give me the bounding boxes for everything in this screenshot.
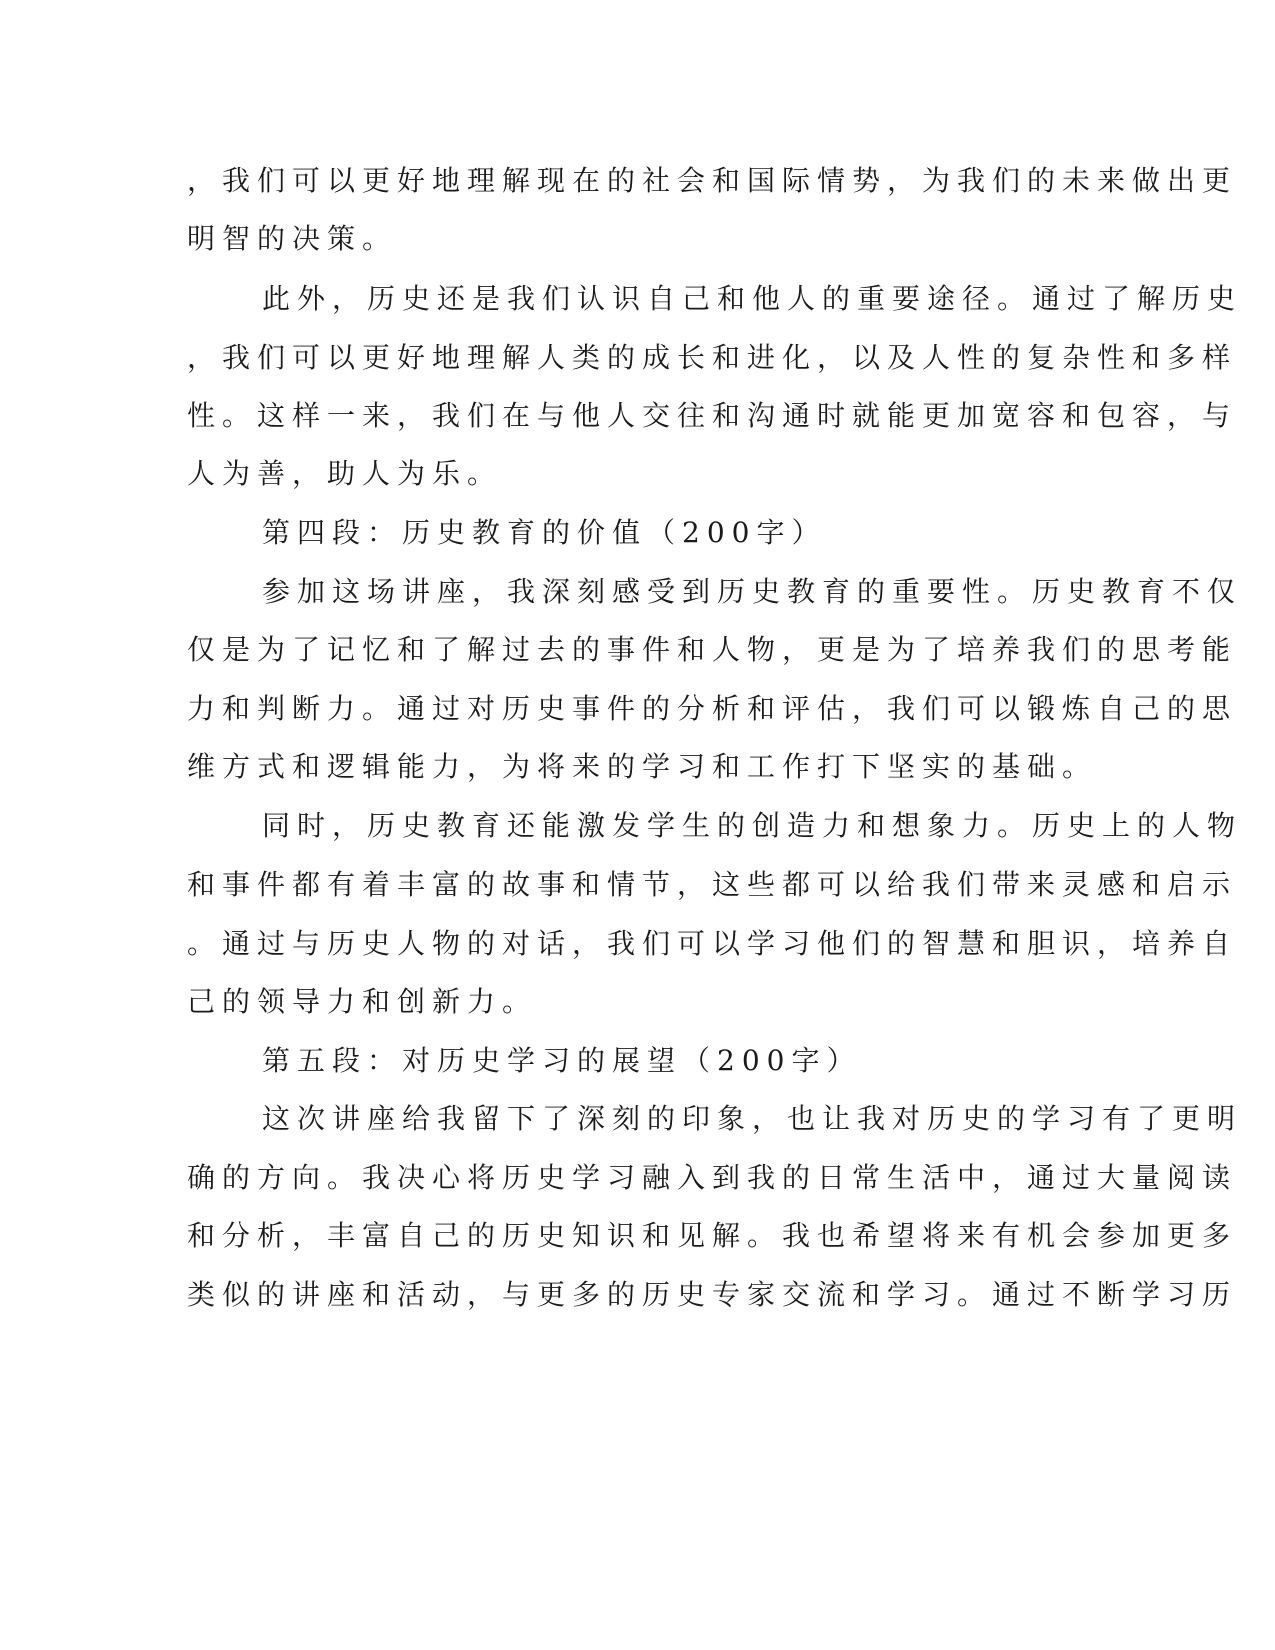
text-line: 己的领导力和创新力。 xyxy=(187,985,538,1018)
text-line: 人为善，助人为乐。 xyxy=(187,457,503,490)
text-line: 确的方向。我决心将历史学习融入到我的日常生活中，通过大量阅读 xyxy=(187,1161,1238,1194)
text-line: ，我们可以更好地理解现在的社会和国际情势，为我们的未来做出更 xyxy=(187,164,1238,197)
section-heading-5: 第五段：对历史学习的展望（200字） xyxy=(262,1044,862,1077)
text-line: ，我们可以更好地理解人类的成长和进化，以及人性的复杂性和多样 xyxy=(187,341,1238,374)
text-line: 性。这样一来，我们在与他人交往和沟通时就能更加宽容和包容，与 xyxy=(187,399,1238,432)
text-line: 仅是为了记忆和了解过去的事件和人物，更是为了培养我们的思考能 xyxy=(187,633,1238,666)
text-line: 明智的决策。 xyxy=(187,222,398,255)
text-line: 力和判断力。通过对历史事件的分析和评估，我们可以锻炼自己的思 xyxy=(187,692,1238,725)
paragraph-start-line: 同时，历史教育还能激发学生的创造力和想象力。历史上的人物 xyxy=(262,809,1243,842)
text-line: 。通过与历史人物的对话，我们可以学习他们的智慧和胆识，培养自 xyxy=(187,927,1238,960)
text-line: 维方式和逻辑能力，为将来的学习和工作打下坚实的基础。 xyxy=(187,750,1098,783)
text-line: 和分析，丰富自己的历史知识和见解。我也希望将来有机会参加更多 xyxy=(187,1219,1238,1252)
section-heading-4: 第四段：历史教育的价值（200字） xyxy=(262,516,827,549)
paragraph-start-line: 这次讲座给我留下了深刻的印象，也让我对历史的学习有了更明 xyxy=(262,1102,1243,1135)
paragraph-start-line: 参加这场讲座，我深刻感受到历史教育的重要性。历史教育不仅 xyxy=(262,575,1243,608)
text-line: 和事件都有着丰富的故事和情节，这些都可以给我们带来灵感和启示 xyxy=(187,868,1238,901)
text-line: 类似的讲座和活动，与更多的历史专家交流和学习。通过不断学习历 xyxy=(187,1278,1238,1311)
paragraph-start-line: 此外，历史还是我们认识自己和他人的重要途径。通过了解历史 xyxy=(262,282,1243,315)
